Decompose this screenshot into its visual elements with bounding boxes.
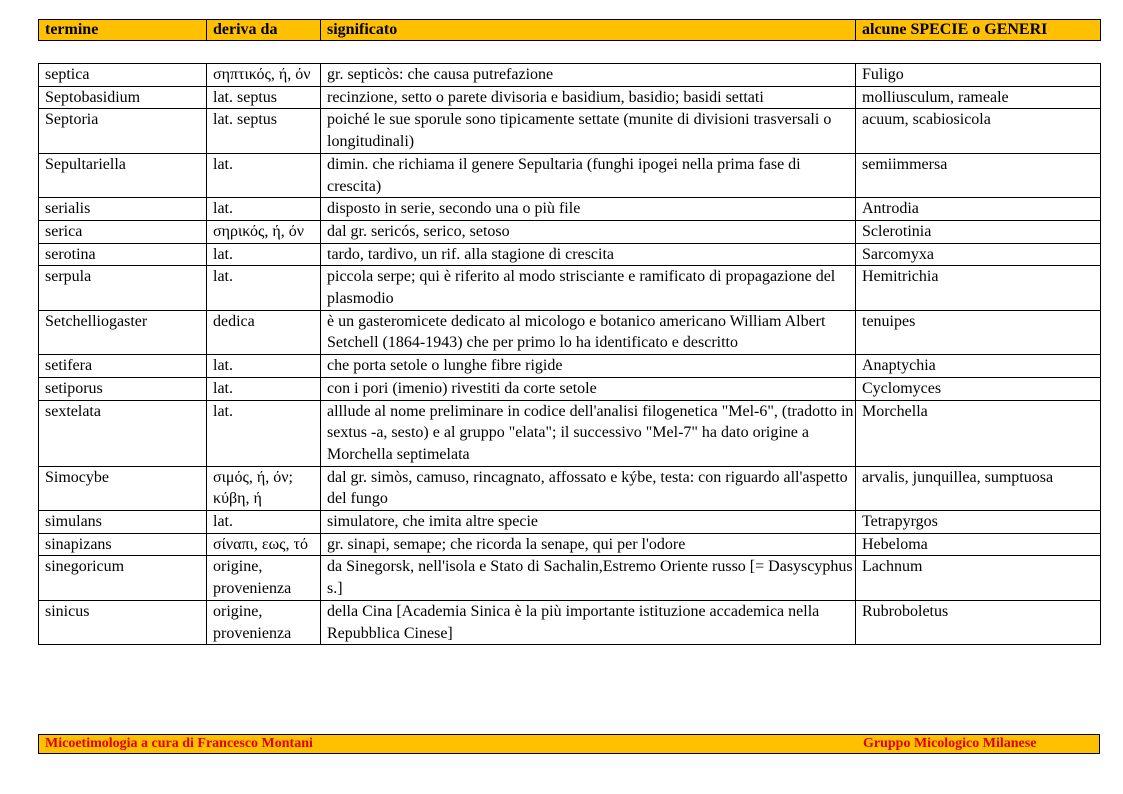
table-row	[39, 64, 1101, 87]
table-row	[39, 511, 1101, 534]
cell-termine: sinapizans	[39, 533, 207, 556]
cell-termine: Sepultariella	[39, 153, 207, 197]
cell-termine: sextelata	[39, 400, 207, 466]
cell-deriva-da: lat.	[207, 153, 321, 197]
cell-significato: disposto in serie, secondo una o più file	[321, 198, 856, 221]
cell-deriva-da: lat.	[207, 511, 321, 534]
cell-deriva-da: lat.	[207, 243, 321, 266]
cell-deriva-da: lat.	[207, 377, 321, 400]
cell-deriva-da: lat.	[207, 266, 321, 310]
cell-deriva-da: σιμός, ή, όν; κύβη, ή	[207, 466, 321, 510]
cell-significato: gr. sinapi, semape; che ricorda la senape, qui per l'odore	[321, 533, 856, 556]
cell-specie: Cyclomyces	[856, 377, 1101, 400]
cell-significato: recinzione, setto o parete divisoria e basidium, basidio; basidi settati	[321, 86, 856, 109]
cell-specie: Antrodia	[856, 198, 1101, 221]
footer-bar	[38, 734, 1100, 754]
cell-significato: alllude al nome preliminare in codice dell'analisi filogenetica "Mel-6", (tradotto in sextus -a, sesto) e al gruppo "elata"; il successivo "Mel-7" ha dato origine a Morchella septimelata	[321, 400, 856, 466]
cell-termine: Simocybe	[39, 466, 207, 510]
glossary-table	[38, 63, 1101, 645]
cell-significato: è un gasteromicete dedicato al micologo e botanico americano William Albert Setchell (1864-1943) che per primo lo ha identificato e descritto	[321, 310, 856, 354]
cell-deriva-da: lat.	[207, 355, 321, 378]
cell-specie: molliusculum, rameale	[856, 86, 1101, 109]
table-row	[39, 198, 1101, 221]
cell-termine: Septoria	[39, 109, 207, 153]
cell-specie: Sarcomyxa	[856, 243, 1101, 266]
table-row	[39, 600, 1101, 644]
header-termine: termine	[39, 20, 207, 41]
cell-specie: tenuipes	[856, 310, 1101, 354]
cell-termine: Septobasidium	[39, 86, 207, 109]
cell-termine: serpula	[39, 266, 207, 310]
cell-termine: serica	[39, 220, 207, 243]
table-row	[39, 310, 1101, 354]
table-row	[39, 86, 1101, 109]
cell-specie: arvalis, junquillea, sumptuosa	[856, 466, 1101, 510]
cell-significato: della Cina [Academia Sinica è la più importante istituzione accademica nella Repubblica Cinese]	[321, 600, 856, 644]
cell-termine: setiporus	[39, 377, 207, 400]
cell-termine: sinicus	[39, 600, 207, 644]
cell-specie: Hemitrichia	[856, 266, 1101, 310]
cell-specie: Fuligo	[856, 64, 1101, 87]
header-specie-generi: alcune SPECIE o GENERI	[856, 20, 1101, 41]
cell-significato: gr. septicòs: che causa putrefazione	[321, 64, 856, 87]
table-row	[39, 266, 1101, 310]
cell-deriva-da: σηπτικός, ή, όν	[207, 64, 321, 87]
cell-significato: con i pori (imenio) rivestiti da corte setole	[321, 377, 856, 400]
cell-specie: Tetrapyrgos	[856, 511, 1101, 534]
cell-termine: serotina	[39, 243, 207, 266]
cell-specie: acuum, scabiosicola	[856, 109, 1101, 153]
cell-specie: Rubroboletus	[856, 600, 1101, 644]
cell-significato: dimin. che richiama il genere Sepultaria (funghi ipogei nella prima fase di crescita)	[321, 153, 856, 197]
cell-significato: dal gr. simòs, camuso, rincagnato, affossato e kýbe, testa: con riguardo all'aspetto del fungo	[321, 466, 856, 510]
table-row	[39, 466, 1101, 510]
cell-specie: Sclerotinia	[856, 220, 1101, 243]
cell-termine: setifera	[39, 355, 207, 378]
header-deriva-da: deriva da	[207, 20, 321, 41]
cell-significato: che porta setole o lunghe fibre rigide	[321, 355, 856, 378]
cell-specie: semiimmersa	[856, 153, 1101, 197]
cell-termine: simulans	[39, 511, 207, 534]
cell-deriva-da: lat.	[207, 198, 321, 221]
cell-specie: Lachnum	[856, 556, 1101, 600]
cell-significato: piccola serpe; qui è riferito al modo strisciante e ramificato di propagazione del plasmodio	[321, 266, 856, 310]
cell-significato: dal gr. sericós, serico, setoso	[321, 220, 856, 243]
cell-significato: tardo, tardivo, un rif. alla stagione di crescita	[321, 243, 856, 266]
header-table	[38, 19, 1101, 41]
table-row	[39, 109, 1101, 153]
footer-group: Gruppo Micologico Milanese	[863, 736, 1037, 751]
cell-deriva-da: σηρικός, ή, όν	[207, 220, 321, 243]
cell-termine: septica	[39, 64, 207, 87]
table-row	[39, 355, 1101, 378]
cell-deriva-da: origine, provenienza	[207, 600, 321, 644]
header-significato: significato	[321, 20, 856, 41]
table-row	[39, 377, 1101, 400]
cell-deriva-da: origine, provenienza	[207, 556, 321, 600]
table-row	[39, 153, 1101, 197]
table-row	[39, 556, 1101, 600]
cell-specie: Morchella	[856, 400, 1101, 466]
cell-deriva-da: lat. septus	[207, 86, 321, 109]
cell-specie: Hebeloma	[856, 533, 1101, 556]
cell-significato: simulatore, che imita altre specie	[321, 511, 856, 534]
cell-deriva-da: lat. septus	[207, 109, 321, 153]
footer-author: Micoetimologia a cura di Francesco Montani	[45, 736, 313, 751]
header-row	[39, 20, 1101, 41]
table-row	[39, 533, 1101, 556]
cell-deriva-da: σίναπι, εως, τό	[207, 533, 321, 556]
cell-termine: sinegoricum	[39, 556, 207, 600]
cell-significato: poiché le sue sporule sono tipicamente settate (munite di divisioni trasversali o longitudinali)	[321, 109, 856, 153]
cell-termine: serialis	[39, 198, 207, 221]
table-row	[39, 243, 1101, 266]
cell-termine: Setchelliogaster	[39, 310, 207, 354]
table-row	[39, 220, 1101, 243]
cell-significato: da Sinegorsk, nell'isola e Stato di Sachalin,Estremo Oriente russo [= Dasyscyphus s.]	[321, 556, 856, 600]
cell-deriva-da: lat.	[207, 400, 321, 466]
cell-specie: Anaptychia	[856, 355, 1101, 378]
cell-deriva-da: dedica	[207, 310, 321, 354]
table-row	[39, 400, 1101, 466]
